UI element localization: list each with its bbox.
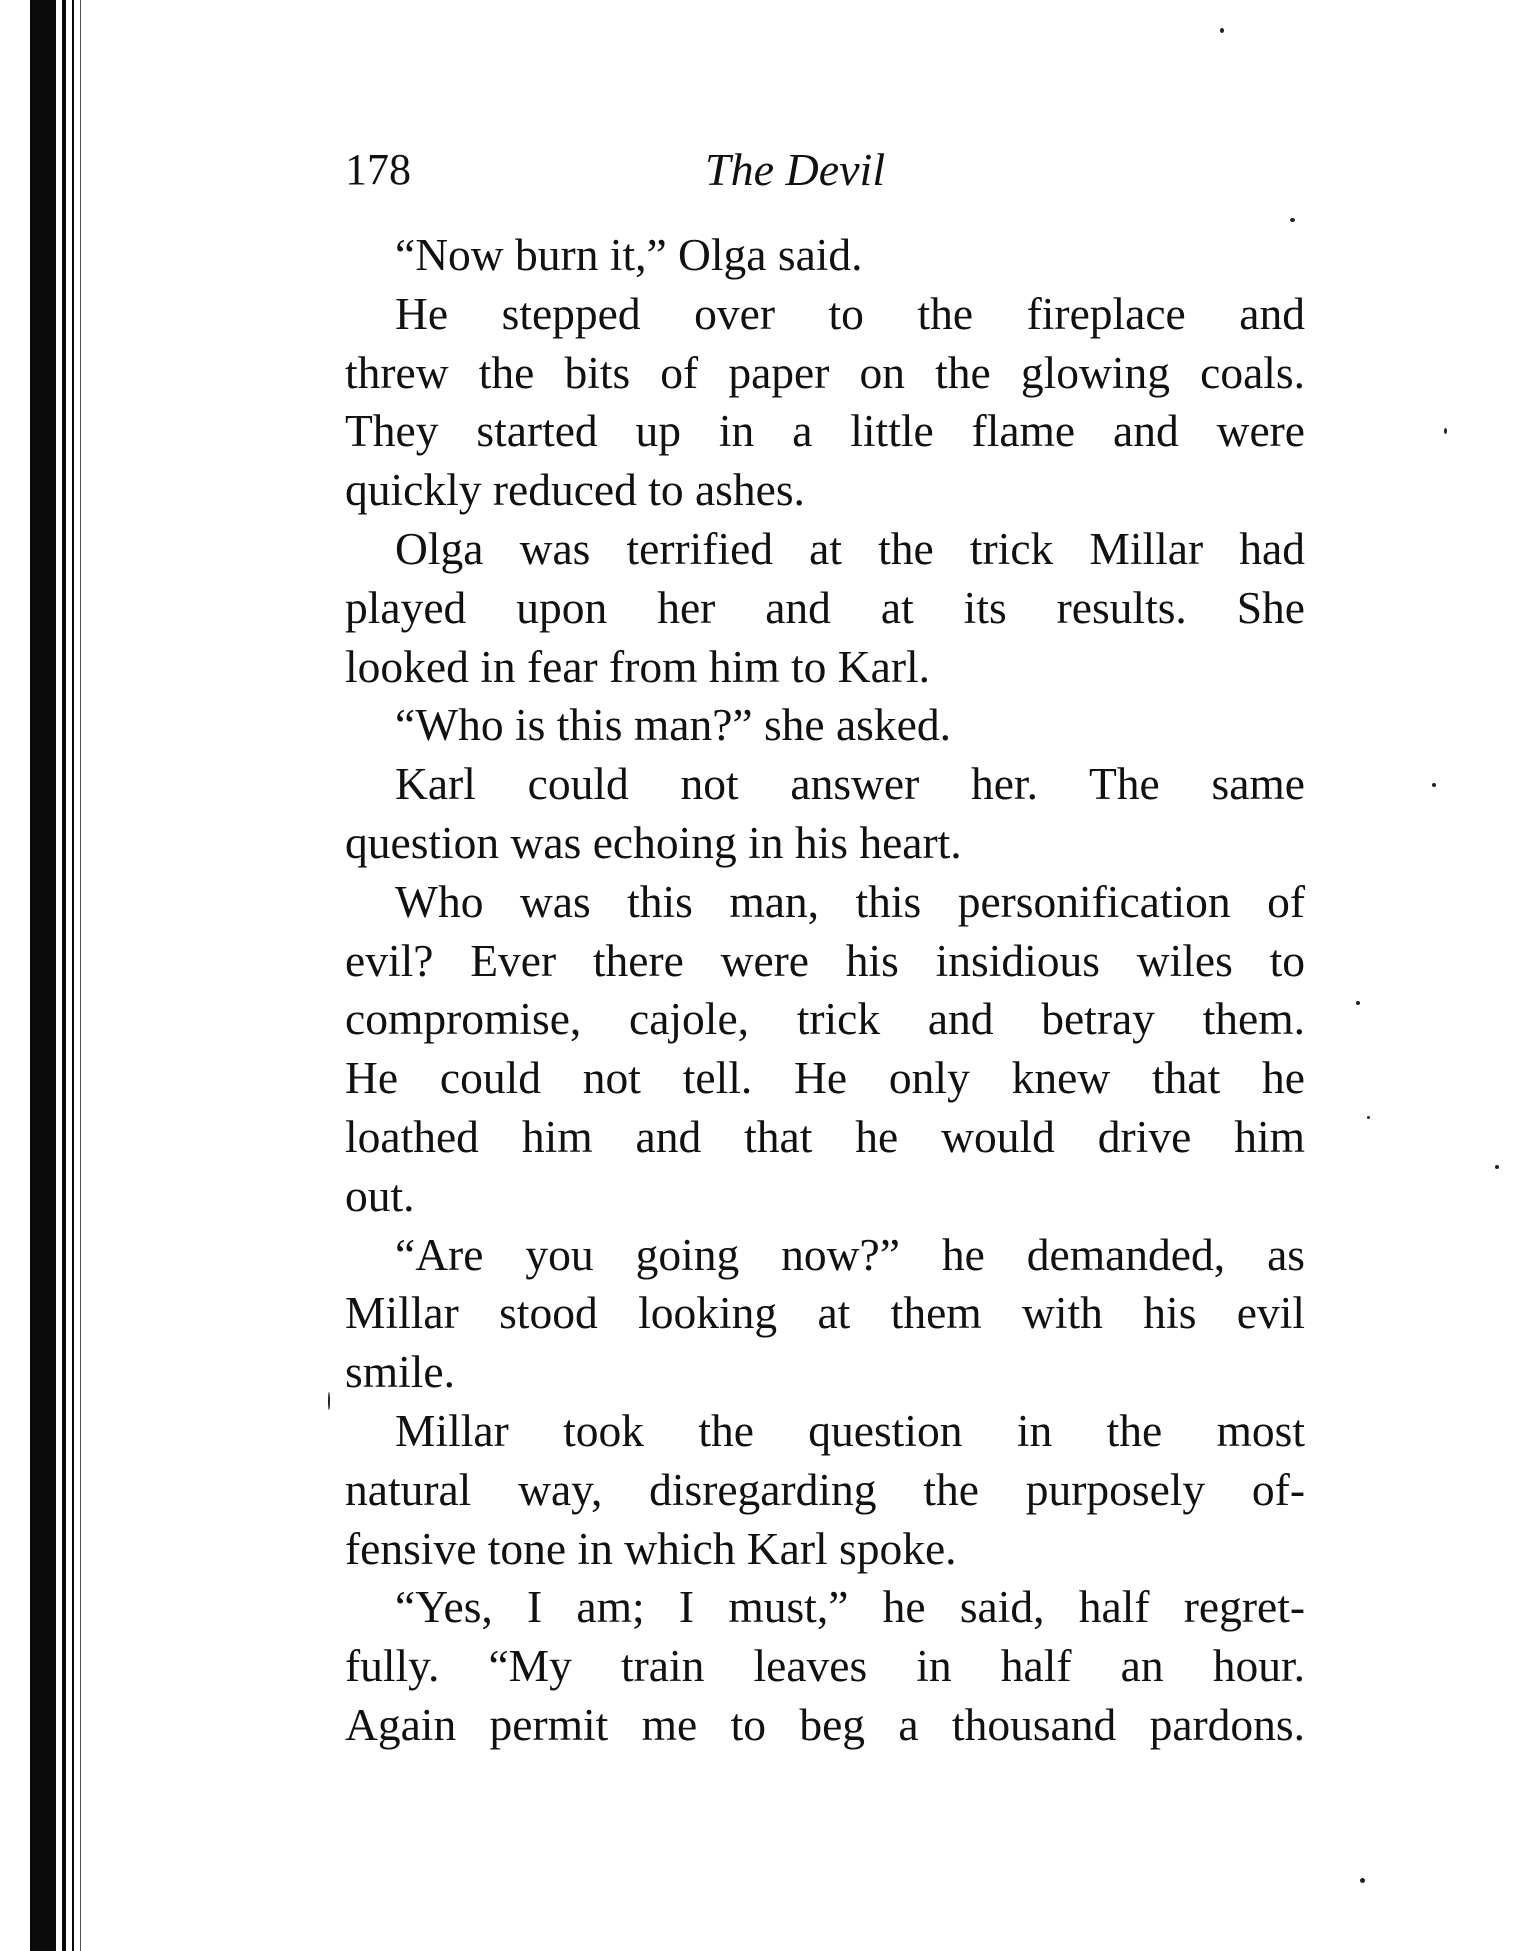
text-line: “Are you going now?” he demanded, as	[395, 1228, 1305, 1280]
text-line: question was echoing in his heart.	[345, 816, 962, 868]
text-line: fully. “My train leaves in half an hour.	[345, 1640, 1305, 1692]
text-line: threw the bits of paper on the glowing coals.	[345, 346, 1305, 398]
text-line: fensive tone in which Karl spoke.	[345, 1522, 957, 1574]
text-line: He stepped over to the fireplace and	[395, 287, 1305, 339]
text-line: natural way, disregarding the purposely of-	[345, 1463, 1305, 1515]
binding-line	[72, 0, 74, 1951]
scan-speck	[1290, 218, 1295, 222]
scan-speck	[1495, 1165, 1499, 1169]
page-binding-edge	[0, 0, 90, 1951]
page-number: 178	[345, 145, 411, 194]
text-line: looked in fear from him to Karl.	[345, 640, 931, 692]
text-line: Millar stood looking at them with his evil	[345, 1287, 1305, 1339]
binding-shadow	[30, 0, 56, 1951]
scan-speck	[1367, 1116, 1370, 1119]
scan-speck	[1356, 1001, 1360, 1005]
text-line: Karl could not answer her. The same	[395, 758, 1305, 810]
text-line: Again permit me to beg a thousand pardons.	[345, 1698, 1305, 1750]
text-line: played upon her and at its results. She	[345, 581, 1305, 633]
text-line: evil? Ever there were his insidious wiles to	[345, 934, 1305, 986]
scan-speck	[328, 1392, 330, 1410]
binding-line	[80, 0, 81, 1951]
scan-speck	[1220, 28, 1224, 33]
page-header	[345, 140, 1305, 200]
text-line: out.	[345, 1169, 415, 1221]
body-text	[345, 226, 1305, 1755]
text-line: compromise, cajole, trick and betray them.	[345, 993, 1305, 1045]
text-line: quickly reduced to ashes.	[345, 464, 805, 516]
scan-speck	[1360, 1878, 1365, 1883]
scan-speck	[1432, 783, 1436, 787]
running-head: The Devil	[705, 144, 886, 195]
text-line: smile.	[345, 1346, 455, 1398]
text-line: Olga was terrified at the trick Millar had	[395, 522, 1305, 574]
text-line: “Who is this man?” she asked.	[395, 699, 951, 751]
text-line: “Yes, I am; I must,” he said, half regret-	[395, 1581, 1305, 1633]
text-line: Millar took the question in the most	[395, 1404, 1305, 1456]
text-line: They started up in a little flame and were	[345, 405, 1305, 457]
text-line: loathed him and that he would drive him	[345, 1110, 1305, 1162]
binding-line	[62, 0, 66, 1951]
text-line: Who was this man, this personification of	[395, 875, 1305, 927]
text-line: He could not tell. He only knew that he	[345, 1052, 1305, 1104]
text-line: “Now burn it,” Olga said.	[395, 229, 863, 280]
scan-speck	[1444, 428, 1447, 434]
